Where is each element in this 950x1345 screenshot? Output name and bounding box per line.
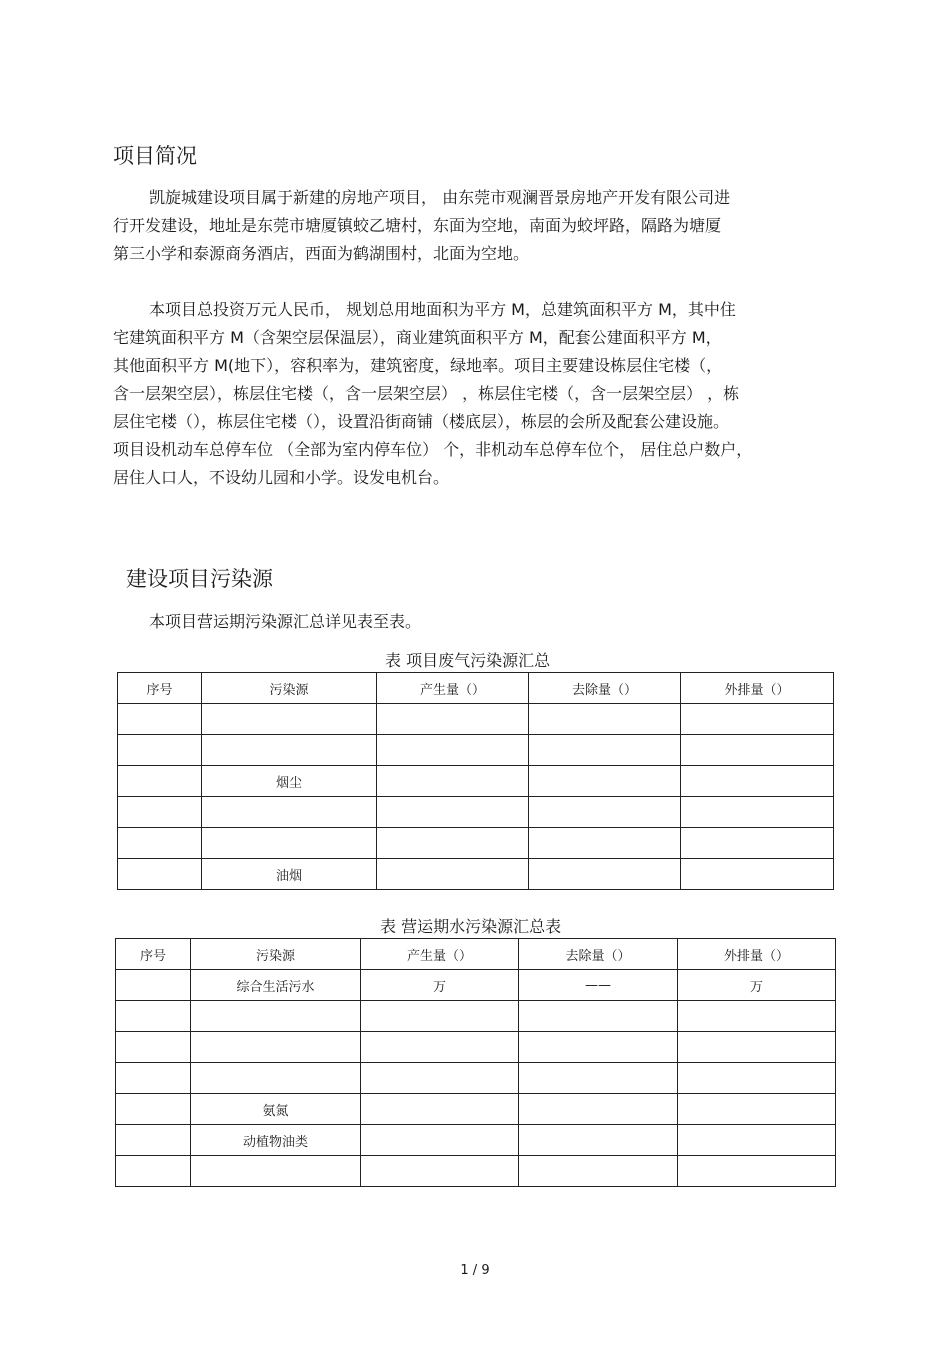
cell bbox=[529, 828, 681, 859]
cell bbox=[678, 1156, 836, 1187]
table-row bbox=[116, 1156, 836, 1187]
text-line: 本项目营运期污染源汇总详见表至表。 bbox=[149, 612, 422, 631]
water-pollution-table bbox=[115, 938, 836, 1187]
cell bbox=[118, 797, 202, 828]
cell bbox=[678, 1032, 836, 1063]
header-cell: 污染源 bbox=[191, 939, 361, 970]
cell bbox=[361, 1125, 519, 1156]
header-cell: 外排量（） bbox=[678, 939, 836, 970]
air-pollution-table bbox=[117, 672, 834, 890]
table-row bbox=[116, 1063, 836, 1094]
cell bbox=[202, 735, 377, 766]
cell bbox=[519, 1063, 678, 1094]
cell: 万 bbox=[361, 970, 519, 1001]
cell bbox=[116, 1001, 191, 1032]
cell bbox=[118, 704, 202, 735]
cell: —— bbox=[519, 970, 678, 1001]
table2-caption: 表 营运期水污染源汇总表 bbox=[380, 917, 562, 936]
table-row bbox=[116, 970, 836, 1001]
cell bbox=[529, 766, 681, 797]
cell bbox=[191, 1001, 361, 1032]
cell: 氨氮 bbox=[191, 1094, 361, 1125]
text-line: 第三小学和泰源商务酒店，西面为鹤湖围村，北面为空地。 bbox=[113, 244, 530, 263]
cell bbox=[529, 797, 681, 828]
header-cell: 去除量（） bbox=[529, 673, 681, 704]
cell bbox=[116, 970, 191, 1001]
cell bbox=[116, 1094, 191, 1125]
section-title-pollution: 建设项目污染源 bbox=[126, 567, 273, 591]
cell bbox=[678, 1001, 836, 1032]
cell bbox=[202, 797, 377, 828]
cell bbox=[377, 766, 529, 797]
cell bbox=[191, 1156, 361, 1187]
cell bbox=[678, 1063, 836, 1094]
cell: 烟尘 bbox=[202, 766, 377, 797]
cell bbox=[377, 828, 529, 859]
cell bbox=[681, 828, 834, 859]
cell bbox=[681, 797, 834, 828]
table-header-row bbox=[118, 673, 834, 704]
cell bbox=[519, 1156, 678, 1187]
table-row bbox=[118, 766, 834, 797]
header-cell: 去除量（） bbox=[519, 939, 678, 970]
cell bbox=[377, 704, 529, 735]
text-line: 含一层架空层），栋层住宅楼（，含一层架空层） ，栋层住宅楼（，含一层架空层） ，栋 bbox=[113, 384, 740, 403]
text-line: 居住人口人，不设幼儿园和小学。设发电机台。 bbox=[113, 468, 450, 487]
cell bbox=[519, 1001, 678, 1032]
table-header-row bbox=[116, 939, 836, 970]
pollution-intro bbox=[113, 608, 835, 636]
header-cell: 产生量（） bbox=[361, 939, 519, 970]
cell bbox=[529, 859, 681, 890]
table1-caption: 表 项目废气污染源汇总 bbox=[385, 651, 551, 670]
cell bbox=[116, 1063, 191, 1094]
cell bbox=[116, 1156, 191, 1187]
table-row bbox=[118, 735, 834, 766]
header-cell: 序号 bbox=[116, 939, 191, 970]
text-line: 凯旋城建设项目属于新建的房地产项目， 由东莞市观澜晋景房地产开发有限公司进 bbox=[149, 188, 731, 207]
text-line: 本项目总投资万元人民币， 规划总用地面积为平方 M，总建筑面积平方 M，其中住 bbox=[149, 300, 736, 319]
cell bbox=[519, 1125, 678, 1156]
table-row bbox=[116, 1001, 836, 1032]
cell bbox=[377, 797, 529, 828]
table-row bbox=[118, 859, 834, 890]
cell bbox=[361, 1001, 519, 1032]
cell bbox=[118, 766, 202, 797]
cell bbox=[202, 828, 377, 859]
cell bbox=[681, 859, 834, 890]
page-number: 1 / 9 bbox=[460, 1263, 490, 1278]
cell bbox=[681, 766, 834, 797]
cell bbox=[529, 704, 681, 735]
cell bbox=[678, 1125, 836, 1156]
table-row bbox=[116, 1032, 836, 1063]
header-cell: 外排量（） bbox=[681, 673, 834, 704]
cell bbox=[191, 1032, 361, 1063]
text-line: 其他面积平方 M(地下），容积率为，建筑密度，绿地率。项目主要建设栋层住宅楼（， bbox=[113, 356, 723, 375]
table-row bbox=[118, 704, 834, 735]
header-cell: 序号 bbox=[118, 673, 202, 704]
investment-paragraph bbox=[113, 296, 835, 492]
cell bbox=[118, 859, 202, 890]
table-row bbox=[116, 1125, 836, 1156]
cell bbox=[361, 1156, 519, 1187]
cell bbox=[529, 735, 681, 766]
cell bbox=[681, 704, 834, 735]
cell bbox=[361, 1094, 519, 1125]
text-line: 层住宅楼（），栋层住宅楼（），设置沿街商铺（楼底层），栋层的会所及配套公建设施。 bbox=[113, 412, 730, 431]
table-row bbox=[118, 797, 834, 828]
cell bbox=[519, 1094, 678, 1125]
cell bbox=[202, 704, 377, 735]
table-row bbox=[118, 828, 834, 859]
cell: 万 bbox=[678, 970, 836, 1001]
cell bbox=[118, 735, 202, 766]
text-line: 宅建筑面积平方 M（含架空层保温层），商业建筑面积平方 M，配套公建面积平方 M， bbox=[113, 328, 722, 347]
cell: 油烟 bbox=[202, 859, 377, 890]
cell bbox=[191, 1063, 361, 1094]
cell bbox=[361, 1032, 519, 1063]
cell: 动植物油类 bbox=[191, 1125, 361, 1156]
cell bbox=[116, 1125, 191, 1156]
cell bbox=[361, 1063, 519, 1094]
section-title-overview: 项目简况 bbox=[113, 144, 197, 168]
cell: 综合生活污水 bbox=[191, 970, 361, 1001]
cell bbox=[681, 735, 834, 766]
text-line: 项目设机动车总停车位 （全部为室内停车位） 个，非机动车总停车位个， 居住总户数户， bbox=[113, 440, 753, 459]
cell bbox=[377, 735, 529, 766]
header-cell: 产生量（） bbox=[377, 673, 529, 704]
text-line: 行开发建设，地址是东莞市塘厦镇蛟乙塘村，东面为空地，南面为蛟坪路，隔路为塘厦 bbox=[113, 216, 722, 235]
cell bbox=[377, 859, 529, 890]
cell bbox=[116, 1032, 191, 1063]
cell bbox=[118, 828, 202, 859]
cell bbox=[678, 1094, 836, 1125]
table-row bbox=[116, 1094, 836, 1125]
header-cell: 污染源 bbox=[202, 673, 377, 704]
overview-paragraph bbox=[113, 184, 835, 268]
cell bbox=[519, 1032, 678, 1063]
